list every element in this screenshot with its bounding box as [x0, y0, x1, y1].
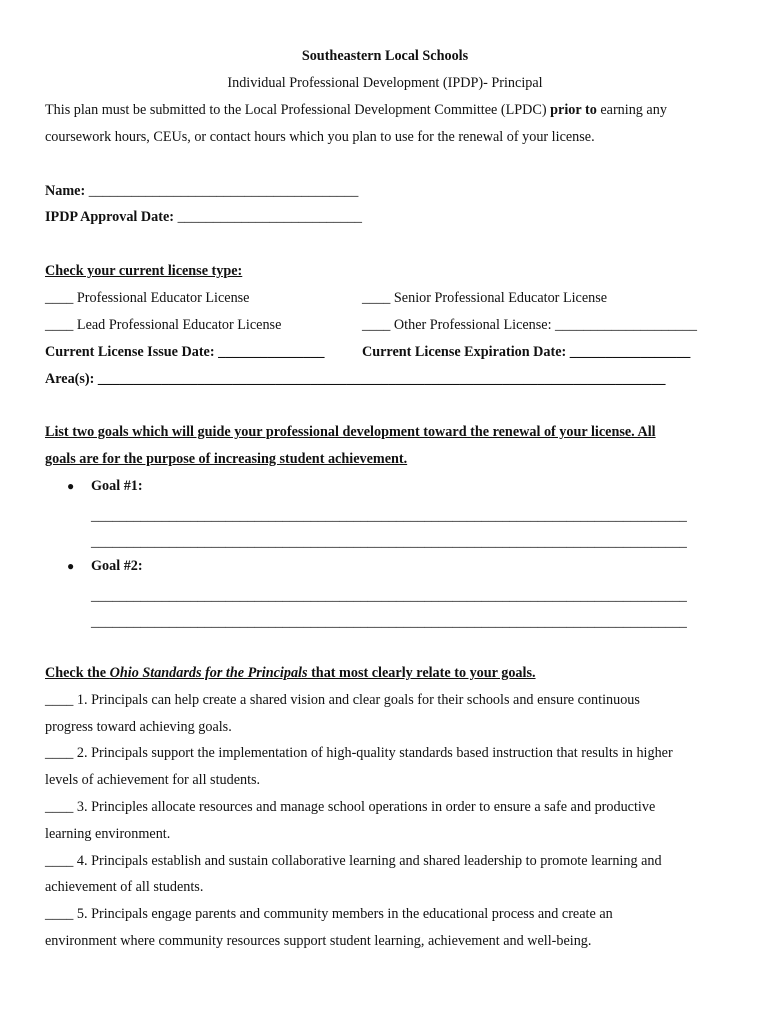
standard-5-line-1 — [45, 905, 613, 923]
standard-3-line-2: learning environment. — [45, 826, 171, 842]
license-option-senior[interactable]: ____ Senior Professional Educator License — [362, 290, 608, 306]
goal-1-blank-line-1[interactable]: ____________________________________________________________________________________ — [91, 508, 687, 524]
license-option-lead[interactable]: ____ Lead Professional Educator License — [45, 317, 282, 333]
intro-text-pre: This plan must be submitted to the Local Professional Development Committee (LPDC) — [45, 102, 551, 118]
standard-1-line-1 — [45, 691, 640, 709]
standard-5-line-2: environment where community resources support student learning, achievement and well-being. — [45, 933, 592, 949]
intro-text-post: earning any — [596, 102, 667, 118]
license-option-professional[interactable]: ____ Professional Educator License — [45, 290, 250, 306]
license-option-other[interactable]: ____ Other Professional License: ____________________ — [362, 317, 697, 333]
standard-2-line-1 — [45, 744, 673, 762]
approval-date-label: IPDP Approval Date: — [45, 209, 175, 225]
name-field[interactable] — [45, 182, 358, 200]
standard-1-line-2: progress toward achieving goals. — [45, 719, 232, 735]
license-issue-date-field[interactable]: Current License Issue Date: _______________ — [45, 344, 325, 360]
standard-2-checkbox-blank[interactable]: ____ — [45, 745, 74, 761]
license-heading: Check your current license type: — [45, 263, 243, 279]
goals-heading-line-2: goals are for the purpose of increasing student achievement. — [45, 451, 408, 467]
standard-2-text: 2. Principals support the implementation of high-quality standards based instruction that results in higher — [73, 745, 673, 761]
goal-1-blank-line-2[interactable]: ____________________________________________________________________________________ — [91, 534, 687, 550]
document-title: Southeastern Local Schools — [301, 48, 469, 64]
standards-heading-post: that most clearly relate to your goals. — [307, 665, 536, 681]
standard-3-text: 3. Principles allocate resources and manage school operations in order to ensure a safe and productive — [73, 799, 656, 815]
intro-text-bold: prior to — [550, 102, 597, 118]
goal-2-label: Goal #2: — [91, 558, 143, 574]
goal-2-blank-line-2[interactable]: ____________________________________________________________________________________ — [91, 614, 687, 630]
name-label: Name: — [45, 183, 86, 199]
standard-4-checkbox-blank[interactable]: ____ — [45, 853, 74, 869]
approval-date-field[interactable] — [45, 208, 362, 226]
standard-4-text: 4. Principals establish and sustain collaborative learning and shared leadership to promote learning and — [73, 853, 662, 869]
standards-heading — [45, 664, 536, 682]
approval-date-blank[interactable]: __________________________ — [174, 209, 362, 225]
goal-1-bullet: ● — [67, 479, 75, 493]
areas-field[interactable]: Area(s): ________________________________________________________________________________ — [45, 371, 666, 387]
standard-4-line-2: achievement of all students. — [45, 879, 204, 895]
standard-4-line-1 — [45, 852, 662, 870]
standard-1-checkbox-blank[interactable]: ____ — [45, 692, 74, 708]
goal-2-bullet: ● — [67, 559, 75, 573]
standard-2-line-2: levels of achievement for all students. — [45, 772, 261, 788]
standard-3-line-1 — [45, 798, 655, 816]
intro-line-2: coursework hours, CEUs, or contact hours which you plan to use for the renewal of your license. — [45, 129, 595, 145]
license-expiration-date-field[interactable]: Current License Expiration Date: _________________ — [362, 344, 691, 360]
standards-heading-italic: Ohio Standards for the Principals — [109, 665, 308, 681]
standard-5-text: 5. Principals engage parents and community members in the educational process and create an — [73, 906, 613, 922]
goal-2-blank-line-1[interactable]: ____________________________________________________________________________________ — [91, 588, 687, 604]
intro-line-1 — [45, 101, 667, 119]
standard-1-text: 1. Principals can help create a shared vision and clear goals for their schools and ensure continuous — [73, 692, 640, 708]
document-subtitle: Individual Professional Development (IPDP)- Principal — [227, 75, 543, 91]
standards-heading-pre: Check the — [45, 665, 110, 681]
standard-3-checkbox-blank[interactable]: ____ — [45, 799, 74, 815]
goal-1-label: Goal #1: — [91, 478, 143, 494]
goals-heading-line-1: List two goals which will guide your professional development toward the renewal of your license. All — [45, 424, 656, 440]
name-blank[interactable]: ______________________________________ — [85, 183, 359, 199]
standard-5-checkbox-blank[interactable]: ____ — [45, 906, 74, 922]
